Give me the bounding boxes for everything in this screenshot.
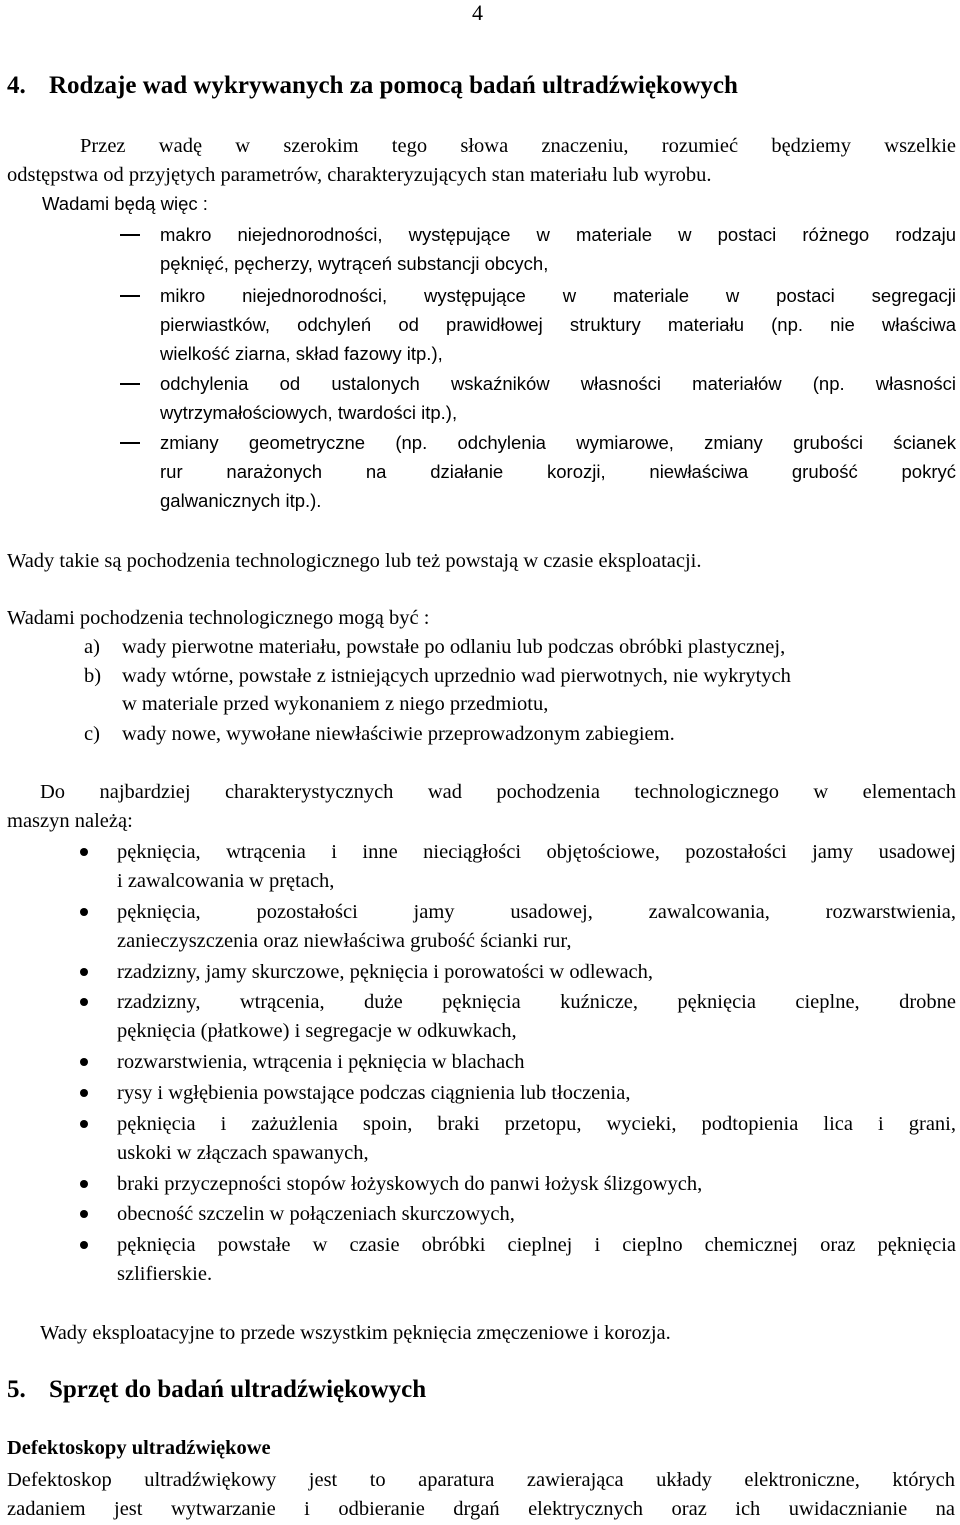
- exploitation-paragraph: Wady eksploatacyjne to przede wszystkim pęknięcia zmęczeniowe i korozja.: [40, 1322, 671, 1344]
- bullet-marker: [80, 998, 88, 1006]
- section-5-title: Sprzęt do badań ultradźwiękowych: [49, 1376, 427, 1403]
- defectoscopes-heading: Defektoskopy ultradźwiękowe: [7, 1437, 271, 1459]
- machines-line-1: Do najbardziej charakterystycznych wad pochodzenia technologicznego w elementach: [40, 781, 956, 803]
- dash-item-line: odchylenia od ustalonych wskaźników własności materiałów (np. własności: [160, 373, 956, 394]
- intro-line-2: odstępstwa od przyjętych parametrów, charakteryzujących stan materiału lub wyrobu.: [7, 164, 712, 186]
- machines-line-2: maszyn należą:: [7, 810, 133, 832]
- bullet-item-line: rzadzizny, wtrącenia, duże pęknięcia kuźnicze, pęknięcia cieplne, drobne: [117, 991, 956, 1013]
- dash-marker: [120, 234, 140, 236]
- page-number: 4: [472, 0, 483, 25]
- bullet-item-line: zanieczyszczenia oraz niewłaściwa grubość ścianki rur,: [117, 930, 572, 952]
- dash-item-line: rur narażonych na działanie korozji, niewłaściwa grubość pokryć: [160, 461, 956, 482]
- bullet-marker: [80, 908, 88, 916]
- dash-marker: [120, 383, 140, 385]
- bullet-marker: [80, 1210, 88, 1218]
- tech-intro: Wadami pochodzenia technologicznego mogą być :: [7, 607, 430, 629]
- bullet-marker: [80, 1058, 88, 1066]
- bullet-item-line: rysy i wgłębienia powstające podczas ciągnienia lub tłoczenia,: [117, 1082, 631, 1104]
- origin-paragraph: Wady takie są pochodzenia technologicznego lub też powstają w czasie eksploatacji.: [7, 550, 702, 572]
- dash-item-line: pęknięć, pęcherzy, wytrąceń substancji obcych,: [160, 253, 549, 274]
- dash-item-line: zmiany geometryczne (np. odchylenia wymiarowe, zmiany grubości ścianek: [160, 432, 956, 453]
- bullet-marker: [80, 968, 88, 976]
- bullet-item-line: rozwarstwienia, wtrącenia i pęknięcia w blachach: [117, 1051, 525, 1073]
- bullet-marker: [80, 1120, 88, 1128]
- section-5-number: 5.: [7, 1376, 26, 1403]
- bullet-item-line: rzadzizny, jamy skurczowe, pęknięcia i porowatości w odlewach,: [117, 961, 654, 983]
- letter-item-line: w materiale przed wykonaniem z niego przedmiotu,: [122, 693, 549, 715]
- dash-item-line: wytrzymałościowych, twardości itp.),: [160, 402, 458, 423]
- dash-marker: [120, 442, 140, 444]
- dash-item-line: makro niejednorodności, występujące w materiale w postaci różnego rodzaju: [160, 224, 956, 245]
- dash-item-line: mikro niejednorodności, występujące w materiale w postaci segregacji: [160, 285, 956, 306]
- letter-marker: b): [84, 665, 102, 687]
- bullet-item-line: pęknięcia (płatkowe) i segregacje w odkuwkach,: [117, 1020, 517, 1042]
- defectoscopes-line-1: Defektoskop ultradźwiękowy jest to aparatura zawierająca układy elektroniczne, których: [7, 1469, 955, 1491]
- bullet-marker: [80, 848, 88, 856]
- section-5-heading: [7, 1376, 426, 1404]
- bullet-item-line: pęknięcia, pozostałości jamy usadowej, zawalcowania, rozwarstwienia,: [117, 901, 956, 923]
- section-4-heading: [7, 72, 738, 100]
- bullet-item-line: szlifierskie.: [117, 1263, 213, 1285]
- bullet-marker: [80, 1089, 88, 1097]
- intro-line-1: Przez wadę w szerokim tego słowa znaczeniu, rozumieć będziemy wszelkie: [80, 135, 956, 157]
- section-4-title: Rodzaje wad wykrywanych za pomocą badań ultradźwiękowych: [49, 72, 738, 99]
- dash-item-line: wielkość ziarna, skład fazowy itp.),: [160, 343, 443, 364]
- bullet-item-line: braki przyczepności stopów łożyskowych do panwi łożysk ślizgowych,: [117, 1173, 703, 1195]
- bullet-item-line: i zawalcowania w prętach,: [117, 870, 335, 892]
- letter-marker: c): [84, 723, 100, 745]
- bullet-item-line: pęknięcia i zażużlenia spoin, braki przetopu, wycieki, podtopienia lica i grani,: [117, 1113, 956, 1135]
- defectoscopes-line-2: zadaniem jest wytwarzanie i odbieranie drgań elektrycznych oraz ich uwidacznianie na: [7, 1498, 955, 1520]
- dash-marker: [120, 295, 140, 297]
- letter-item-line: wady pierwotne materiału, powstałe po odlaniu lub podczas obróbki plastycznej,: [122, 636, 786, 658]
- dash-item-line: galwanicznych itp.).: [160, 490, 322, 511]
- bullet-item-line: pęknięcia powstałe w czasie obróbki cieplnej i cieplno chemicznej oraz pęknięcia: [117, 1234, 956, 1256]
- bullet-marker: [80, 1241, 88, 1249]
- bullet-marker: [80, 1180, 88, 1188]
- intro-line-3: Wadami będą więc :: [42, 193, 208, 214]
- section-4-number: 4.: [7, 72, 26, 99]
- bullet-item-line: pęknięcia, wtrącenia i inne nieciągłości objętościowe, pozostałości jamy usadowej: [117, 841, 956, 863]
- letter-item-line: wady nowe, wywołane niewłaściwie przeprowadzonym zabiegiem.: [122, 723, 675, 745]
- bullet-item-line: uskoki w złączach spawanych,: [117, 1142, 369, 1164]
- letter-item-line: wady wtórne, powstałe z istniejących uprzednio wad pierwotnych, nie wykrytych: [122, 665, 791, 687]
- bullet-item-line: obecność szczelin w połączeniach skurczowych,: [117, 1203, 515, 1225]
- letter-marker: a): [84, 636, 100, 658]
- dash-item-line: pierwiastków, odchyleń od prawidłowej struktury materiału (np. nie właściwa: [160, 314, 956, 335]
